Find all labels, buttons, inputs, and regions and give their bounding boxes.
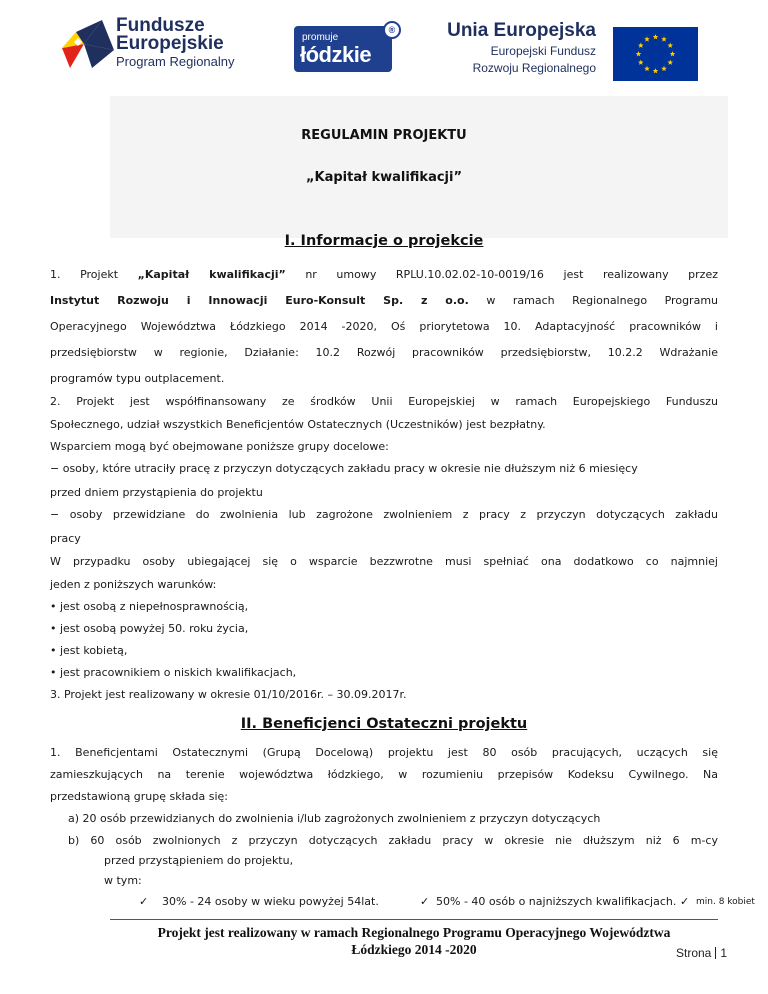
- project-name: „Kapitał kwalifikacji”: [305, 170, 463, 185]
- check-icon: ✓: [680, 895, 690, 908]
- s1-group1-line1: − osoby, które utraciły pracę z przyczyn dotyczących zakładu pracy w okresie nie dłuższym niż 6 miesięcy: [50, 462, 638, 475]
- section-heading-1: I. Informacje o projekcie: [284, 233, 484, 249]
- s1-p1-line1: 1. Projekt „Kapitał kwalifikacji” nr umowy RPLU.10.02.02-10-0019/16 jest realizowany przez: [50, 268, 718, 281]
- section-heading-2: II. Beneficjenci Ostateczni projektu: [240, 716, 528, 732]
- s1-p1-line4: przedsiębiorstw w regionie, Działanie: 10.2 Rozwój pracowników przedsiębiorstw, 10.2.2 Wdrażanie: [50, 346, 718, 359]
- registered-icon: ®: [383, 21, 401, 39]
- s2-item-a: a) 20 osób przewidzianych do zwolnienia i/lub zagrożonych zwolnieniem z przyczyn dotyczących: [68, 812, 601, 825]
- ue-logo-text: [447, 20, 596, 76]
- s1-group2-line1: − osoby przewidziane do zwolnienia lub zagrożone zwolnieniem z pracy z przyczyn dotyczących zakładu: [50, 508, 718, 521]
- document-title: REGULAMIN PROJEKTU: [301, 128, 467, 143]
- footer-divider: [110, 919, 718, 920]
- s2-p1-line3: przedstawioną grupę składa się:: [50, 790, 228, 803]
- s1-p3: 3. Projekt jest realizowany w okresie 01/10/2016r. – 30.09.2017r.: [50, 688, 407, 701]
- lodz-logo-big: łódzkie: [300, 42, 372, 67]
- s2-p1-line1: 1. Beneficjentami Ostatecznymi (Grupą Docelową) projektu jest 80 osób pracujących, uczących się: [50, 746, 718, 759]
- project-name-inline: „Kapitał kwalifikacji”: [137, 268, 286, 281]
- s1-p1-line2: Instytut Rozwoju i Innowacji Euro-Konsult Sp. z o.o. w ramach Regionalnego Programu: [50, 294, 719, 307]
- fe-logo-line3: Program Regionalny: [116, 54, 235, 69]
- fe-logo-line1: Fundusze: [116, 15, 205, 36]
- check-icon: ✓: [139, 895, 149, 908]
- fe-star-icon: [62, 18, 114, 70]
- lodz-logo-small: promuje: [302, 32, 339, 43]
- eu-star-icon: [667, 43, 673, 48]
- page-number: [676, 946, 727, 960]
- promuje-lodzkie-logo: [294, 25, 396, 72]
- ue-sub2: Rozwoju Regionalnego: [472, 61, 596, 75]
- s2-p1-line2: zamieszkujących na terenie województwa łódzkiego, w rozumieniu przepisów Kodeksu Cywilnego. Na: [50, 768, 718, 781]
- eu-star-icon: [636, 51, 642, 56]
- s1-conditions-line1: W przypadku osoby ubiegającej się o wsparcie bezzwrotne musi spełniać ona dodatkowo co najmniej: [50, 555, 718, 568]
- ue-title: Unia Europejska: [447, 20, 596, 41]
- s1-conditions-line2: jeden z poniższych warunków:: [50, 578, 217, 591]
- eu-flag-icon: [613, 27, 698, 81]
- s1-p2-line3: Wsparciem mogą być obejmowane poniższe grupy docelowe:: [50, 440, 389, 453]
- eu-star-icon: [653, 68, 659, 73]
- list-item: • jest pracownikiem o niskich kwalifikacjach,: [50, 666, 297, 679]
- list-item: • jest kobietą,: [50, 644, 128, 657]
- footer-text: [110, 924, 718, 958]
- ue-sub1: Europejski Fundusz: [490, 44, 596, 58]
- eu-star-icon: [653, 34, 659, 39]
- eu-star-icon: [661, 66, 667, 71]
- list-item: 30% - 24 osoby w wieku powyżej 54lat.: [162, 895, 379, 908]
- eu-star-icon: [667, 60, 673, 65]
- organization-name: Instytut Rozwoju i Innowacji Euro-Konsult Sp. z o.o.: [50, 294, 469, 307]
- list-item: • jest osobą z niepełnosprawnością,: [50, 600, 249, 613]
- eu-star-icon: [638, 43, 644, 48]
- s1-p2-line1: 2. Projekt jest współfinansowany ze środków Unii Europejskiej w ramach Europejskiego Funduszu: [50, 395, 718, 408]
- eu-star-icon: [661, 36, 667, 41]
- s2-item-b-line3: w tym:: [104, 874, 142, 887]
- title-box: [110, 96, 728, 238]
- page-number-value: 1: [720, 946, 728, 960]
- footer-line2: Łódzkiego 2014 -2020: [351, 942, 477, 957]
- footer-line1: Projekt jest realizowany w ramach Regionalnego Programu Operacyjnego Województwa: [157, 925, 671, 940]
- eu-star-icon: [644, 66, 650, 71]
- s1-p2-line2: Społecznego, udział wszystkich Beneficjentów Ostatecznych (Uczestników) jest bezpłatny.: [50, 418, 546, 431]
- s1-p1-line5: programów typu outplacement.: [50, 372, 225, 385]
- list-item: • jest osobą powyżej 50. roku życia,: [50, 622, 249, 635]
- check-icon: ✓: [420, 895, 430, 908]
- fe-logo-line2: Europejskie: [116, 33, 224, 54]
- s2-item-b-line2: przed przystąpieniem do projektu,: [104, 854, 294, 867]
- eu-star-icon: [638, 60, 644, 65]
- list-item: 50% - 40 osób o najniższych kwalifikacjach.: [436, 895, 677, 908]
- fundusze-europejskie-logo: [62, 15, 262, 70]
- page-label: Strona: [676, 946, 712, 960]
- logo-bar: [0, 0, 768, 80]
- eu-star-icon: [644, 36, 650, 41]
- s1-group1-line2: przed dniem przystąpienia do projektu: [50, 486, 263, 499]
- s2-item-b-line1: b) 60 osób zwolnionych z przyczyn dotyczących zakładu pracy w okresie nie dłuższym niż 6 m-cy: [68, 834, 718, 847]
- eu-star-icon: [670, 51, 676, 56]
- s1-p1-line3: Operacyjnego Województwa Łódzkiego 2014 -2020, Oś priorytetowa 10. Adaptacyjność pracowników i: [50, 320, 718, 333]
- list-item: min. 8 kobiet: [696, 897, 755, 907]
- page-separator: [715, 947, 716, 959]
- s1-group2-line2: pracy: [50, 532, 81, 545]
